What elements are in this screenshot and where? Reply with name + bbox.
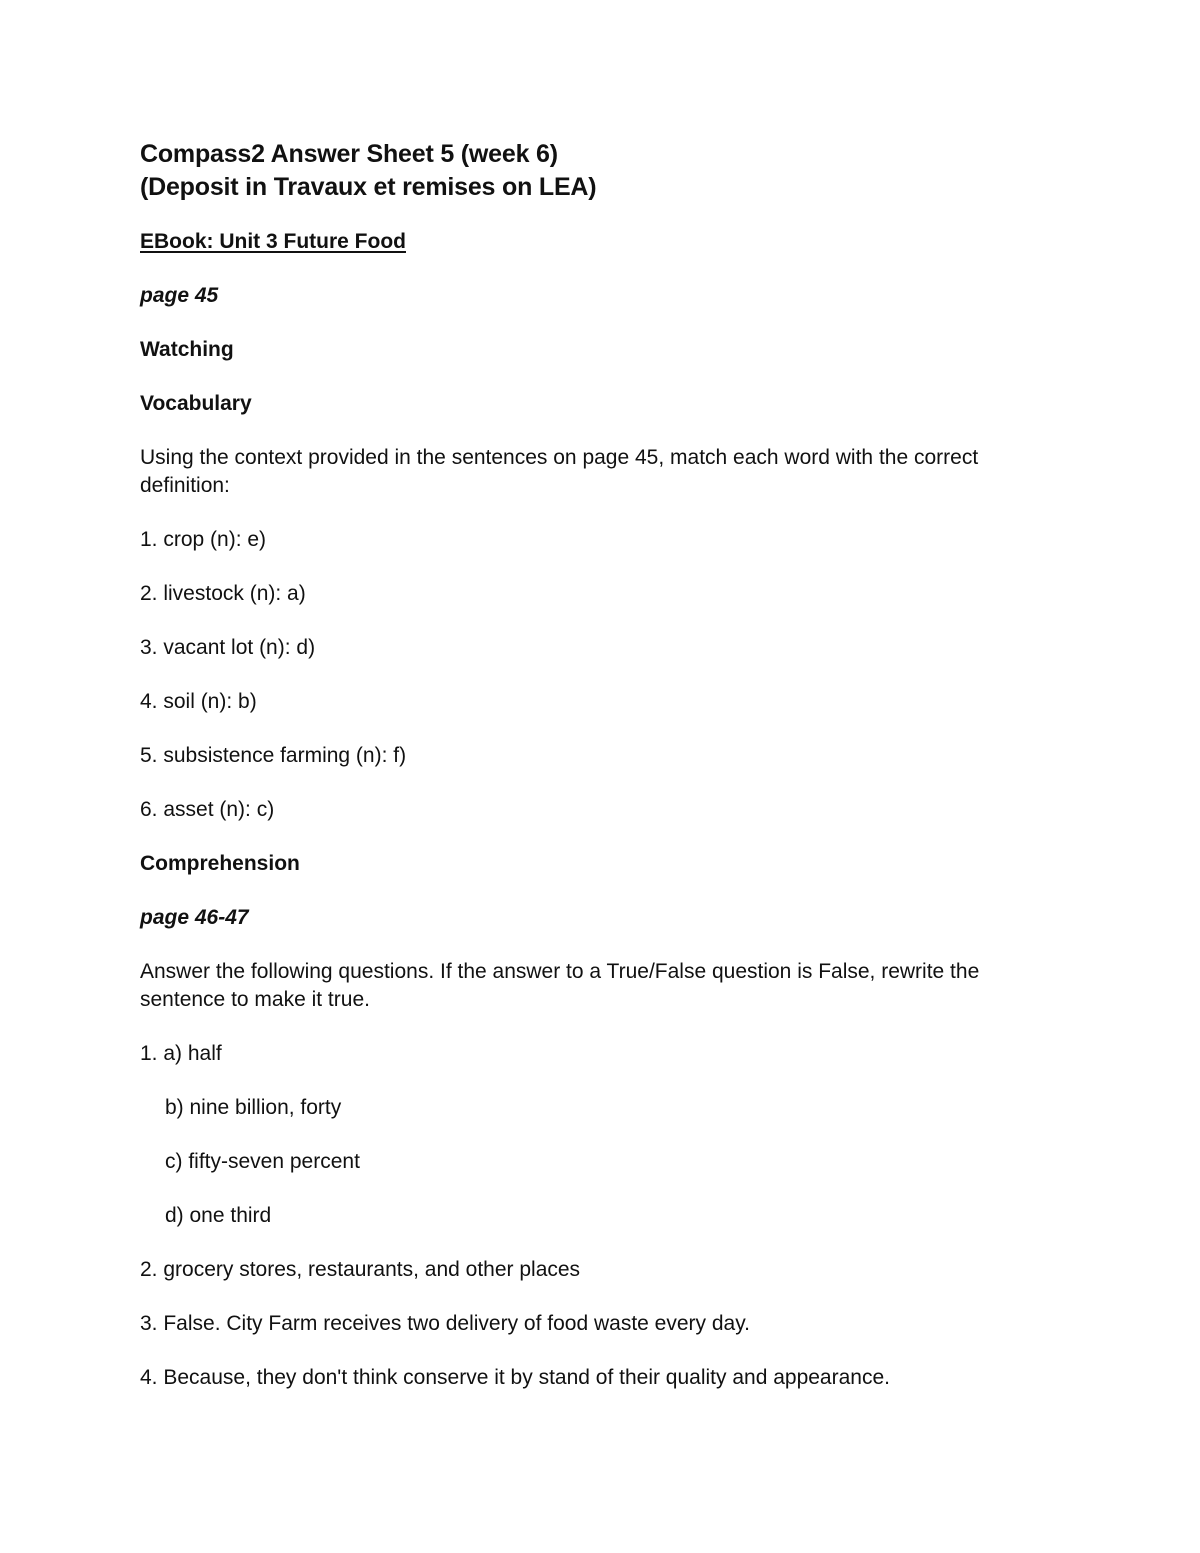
section-vocabulary: Vocabulary	[140, 392, 252, 415]
page-reference-45: page 45	[140, 284, 219, 307]
vocab-answer-4: 4. soil (n): b)	[140, 690, 257, 713]
answer-2: 2. grocery stores, restaurants, and other places	[140, 1258, 581, 1281]
comprehension-instructions: Answer the following questions. If the answer to a True/False question is False, rewrite the sentence to make it true.	[140, 960, 980, 1011]
answer-4: 4. Because, they don't think conserve it by stand of their quality and appearance.	[140, 1366, 890, 1389]
vocab-answer-1: 1. crop (n): e)	[140, 528, 267, 551]
answer-1d: d) one third	[165, 1204, 272, 1227]
section-watching: Watching	[140, 338, 234, 361]
vocabulary-instructions: Using the context provided in the sentences on page 45, match each word with the correct definition:	[140, 446, 979, 497]
document-content	[140, 138, 1070, 1392]
section-comprehension: Comprehension	[140, 852, 300, 875]
vocab-answer-3: 3. vacant lot (n): d)	[140, 636, 316, 659]
answer-1c: c) fifty-seven percent	[165, 1150, 360, 1173]
page-reference-46-47: page 46-47	[140, 906, 249, 929]
vocab-answer-5: 5. subsistence farming (n): f)	[140, 744, 407, 767]
vocab-answer-2: 2. livestock (n): a)	[140, 582, 306, 605]
unit-heading: EBook: Unit 3 Future Food	[140, 230, 406, 253]
document-title-line-2: (Deposit in Travaux et remises on LEA)	[140, 173, 597, 201]
document-title-line-1: Compass2 Answer Sheet 5 (week 6)	[140, 140, 558, 168]
vocab-answer-6: 6. asset (n): c)	[140, 798, 275, 821]
answer-3: 3. False. City Farm receives two delivery of food waste every day.	[140, 1312, 751, 1335]
answer-1a: 1. a) half	[140, 1042, 222, 1065]
answer-1b: b) nine billion, forty	[165, 1096, 342, 1119]
